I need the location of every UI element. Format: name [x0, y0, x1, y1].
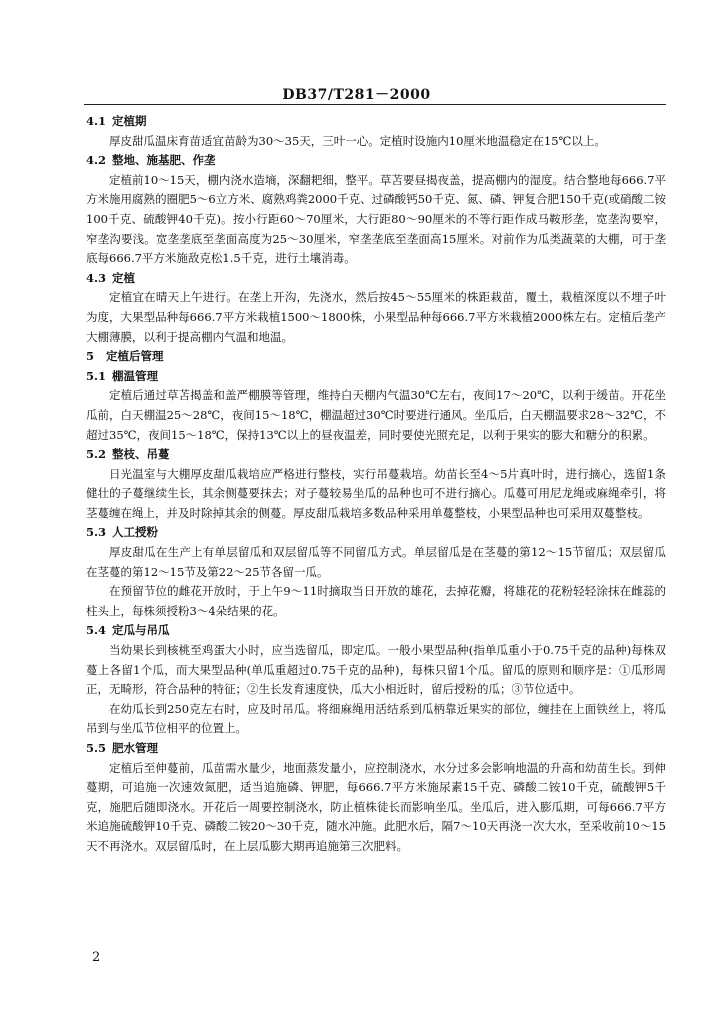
body-paragraph: 在幼瓜长到250克左右时，应及时吊瓜。将细麻绳用活结系到瓜柄靠近果实的部位，缠挂在上面铁丝上，将瓜吊到与坐瓜节位相平的位置上。 [86, 701, 666, 736]
section-title: 棚温管理 [112, 368, 158, 383]
body-paragraph: 在预留节位的雌花开放时，于上午9～11时摘取当日开放的雄花，去掉花瓣，将雄花的花粉轻轻涂抹在雌蕊的柱头上，每株须授粉3～4朵结果的花。 [86, 584, 666, 618]
section-number: 4.3 [86, 270, 107, 285]
section-heading [86, 739, 666, 759]
section-heading [86, 269, 666, 289]
section-number: 5.3 [86, 525, 107, 540]
section-title: 人工授粉 [112, 525, 158, 540]
body-paragraph: 定植后通过草苫揭盖和盖严棚膜等管理，维持白天棚内气温30℃左右，夜间17～20℃，以利于缓苗。开花坐瓜前，白天棚温25～28℃，夜间15～18℃，棚温超过30℃时要进行通风。坐瓜后，白天棚温要求28～32℃，不超过35℃，夜间15～18℃，保持13℃以上的昼夜温差，同时要使光照充足，以利于果实的膨大和糖分的积累。 [86, 388, 666, 442]
body-paragraph: 厚皮甜瓜在生产上有单层留瓜和双层留瓜等不同留瓜方式。单层留瓜是在茎蔓的第12～15节留瓜；双层留瓜在茎蔓的第12～15节及第22～25节各留一瓜。 [86, 545, 666, 579]
section-title: 整地、施基肥、作垄 [112, 153, 216, 168]
header-rule [84, 104, 666, 105]
section-heading [86, 151, 666, 171]
section-title: 定植期 [112, 114, 147, 128]
body-paragraph: 定植后至伸蔓前，瓜苗需水量少，地面蒸发量小，应控制浇水，水分过多会影响地温的升高和幼苗生长。到伸蔓期，可追施一次速效氮肥，适当追施磷、钾肥，每666.7平方米施尿素15千克、磷酸二铵10千克，硫酸钾5千克，施肥后随即浇水。开花后一周要控制浇水，防止植株徒长而影响坐瓜。坐瓜后，进入膨瓜期，可每666.7平方米追施硫酸钾10千克、磷酸二铵20～30千克，随水冲施。此肥水后，隔7～10天再浇一次大水，至采收前10～15天不再浇水。双层留瓜时，在上层瓜膨大期再追施第三次肥料。 [86, 760, 666, 853]
page-number: 2 [92, 950, 101, 965]
section-number: 5 [86, 349, 95, 364]
section-title: 定瓜与吊瓜 [112, 623, 170, 638]
section-heading [86, 621, 666, 641]
section-number: 4.1 [86, 114, 107, 128]
section-heading [86, 347, 666, 367]
section-heading [86, 367, 666, 387]
body-paragraph: 厚皮甜瓜温床育苗适宜苗龄为30～35天，三叶一心。定植时设施内10厘米地温稳定在15℃以上。 [109, 133, 606, 148]
section-number: 5.5 [86, 741, 107, 755]
body-paragraph: 日光温室与大棚厚皮甜瓜栽培应严格进行整枝，实行吊蔓栽培。幼苗长至4～5片真叶时，进行摘心，选留1条健壮的子蔓继续生长，其余侧蔓要抹去；对子蔓较易坐瓜的品种也可不进行摘心。瓜蔓可用尼龙绳或麻绳牵引，将茎蔓缠在绳上，并及时除掉其余的侧蔓。厚皮甜瓜栽培多数品种采用单蔓整枝，小果型品种也可采用双蔓整枝。 [86, 466, 666, 520]
section-heading [86, 523, 666, 543]
section-title: 整枝、吊蔓 [112, 447, 170, 462]
section-heading [86, 445, 666, 465]
document-body [86, 112, 666, 857]
section-number: 5.2 [86, 447, 107, 462]
body-paragraph: 当幼果长到核桃至鸡蛋大小时，应当选留瓜，即定瓜。一般小果型品种(指单瓜重小于0.75千克的品种)每株双蔓上各留1个瓜，而大果型品种(单瓜重超过0.75千克的品种)，每株只留1个瓜。留瓜的原则和顺序是：①瓜形周正，无畸形，符合品种的特征；②生长发育速度快，瓜大小相近时，留后授粉的瓜；③节位适中。 [86, 643, 666, 697]
body-paragraph: 定植宜在晴天上午进行。在垄上开沟，先浇水，然后按45～55厘米的株距栽苗，覆土，栽植深度以不埋子叶为度，大果型品种每666.7平方米栽植1500～1800株，小果型品种每666.7平方米栽植2000株左右。定植后垄产大棚薄膜，以利于提高棚内气温和地温。 [86, 290, 666, 344]
standard-code-header: DB37/T281－2000 [282, 87, 431, 103]
section-title: 定植后管理 [106, 349, 164, 364]
section-title: 定植 [112, 270, 135, 285]
section-heading [86, 112, 666, 132]
section-number: 5.1 [86, 368, 107, 383]
body-paragraph: 定植前10～15天，棚内浇水造墒，深翻耙细，整平。草苫要昼揭夜盖，提高棚内的湿度。结合整地每666.7平方米施用腐熟的圈肥5～6立方米、腐熟鸡粪2000千克、过磷酸钙50千克、氮、磷、钾复合肥150千克(或硝酸二铵100千克、硫酸钾40千克)。按小行距60～70厘米，大行距80～90厘米的不等行距作成马鞍形垄，宽垄沟要窄，窄垄沟要浅。宽垄垄底至垄面高度为25～30厘米，窄垄垄底至垄面高15厘米。对前作为瓜类蔬菜的大棚，可于垄底每666.7平方米施敌克松1.5千克，进行土壤消毒。 [86, 172, 666, 266]
section-number: 4.2 [86, 153, 107, 168]
section-number: 5.4 [86, 623, 107, 638]
section-title: 肥水管理 [112, 741, 158, 755]
